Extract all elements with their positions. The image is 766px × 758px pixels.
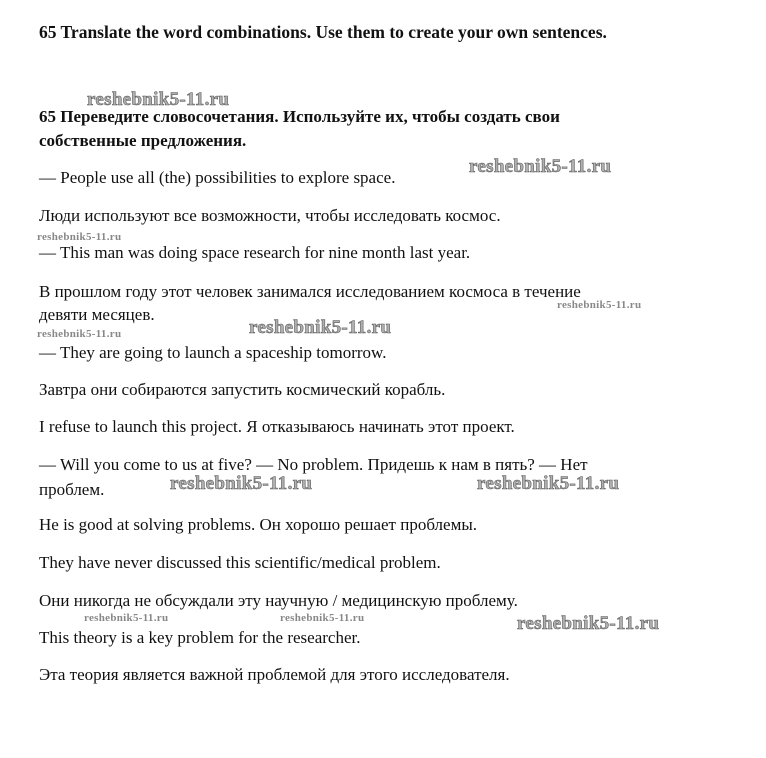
watermark: reshebnik5-11.ru bbox=[477, 473, 620, 494]
heading-english: 65 Translate the word combinations. Use them to create your own sentences. bbox=[39, 22, 607, 42]
sentence-line: I refuse to launch this project. Я отказываюсь начинать этот проект. bbox=[39, 417, 515, 436]
sentence-line: девяти месяцев. bbox=[39, 305, 155, 324]
sentence-line: — People use all (the) possibilities to explore space. bbox=[39, 168, 396, 187]
watermark: reshebnik5-11.ru bbox=[37, 231, 122, 243]
watermark: reshebnik5-11.ru bbox=[517, 613, 660, 634]
sentence-line: — Will you come to us at five? — No problem. Придешь к нам в пять? — Нет bbox=[39, 455, 588, 474]
sentence-line: He is good at solving problems. Он хорошо решает проблемы. bbox=[39, 515, 478, 534]
sentence-line: Люди используют все возможности, чтобы исследовать космос. bbox=[39, 206, 501, 225]
watermark: reshebnik5-11.ru bbox=[557, 299, 642, 311]
sentence-line: This theory is a key problem for the researcher. bbox=[39, 628, 361, 647]
heading-russian-line-1: 65 Переведите словосочетания. Используйте их, чтобы создать свои bbox=[39, 107, 560, 126]
sentence-line: проблем. bbox=[39, 480, 105, 499]
watermark: reshebnik5-11.ru bbox=[37, 328, 122, 340]
watermark: reshebnik5-11.ru bbox=[84, 612, 169, 624]
sentence-line: В прошлом году этот человек занимался исследованием космоса в течение bbox=[39, 282, 581, 301]
heading-russian-line-2: собственные предложения. bbox=[39, 131, 247, 150]
watermark: reshebnik5-11.ru bbox=[170, 473, 313, 494]
watermark: reshebnik5-11.ru bbox=[87, 89, 230, 110]
sentence-line: Эта теория является важной проблемой для этого исследователя. bbox=[39, 665, 510, 684]
sentence-line: — This man was doing space research for nine month last year. bbox=[39, 243, 471, 262]
watermark: reshebnik5-11.ru bbox=[280, 612, 365, 624]
sentence-line: — They are going to launch a spaceship tomorrow. bbox=[39, 343, 387, 362]
watermark: reshebnik5-11.ru bbox=[249, 317, 392, 338]
sentence-line: Они никогда не обсуждали эту научную / медицинскую проблему. bbox=[39, 591, 518, 610]
watermark: reshebnik5-11.ru bbox=[469, 156, 612, 177]
sentence-line: Завтра они собираются запустить космический корабль. bbox=[39, 380, 446, 399]
sentence-line: They have never discussed this scientific/medical problem. bbox=[39, 553, 441, 572]
